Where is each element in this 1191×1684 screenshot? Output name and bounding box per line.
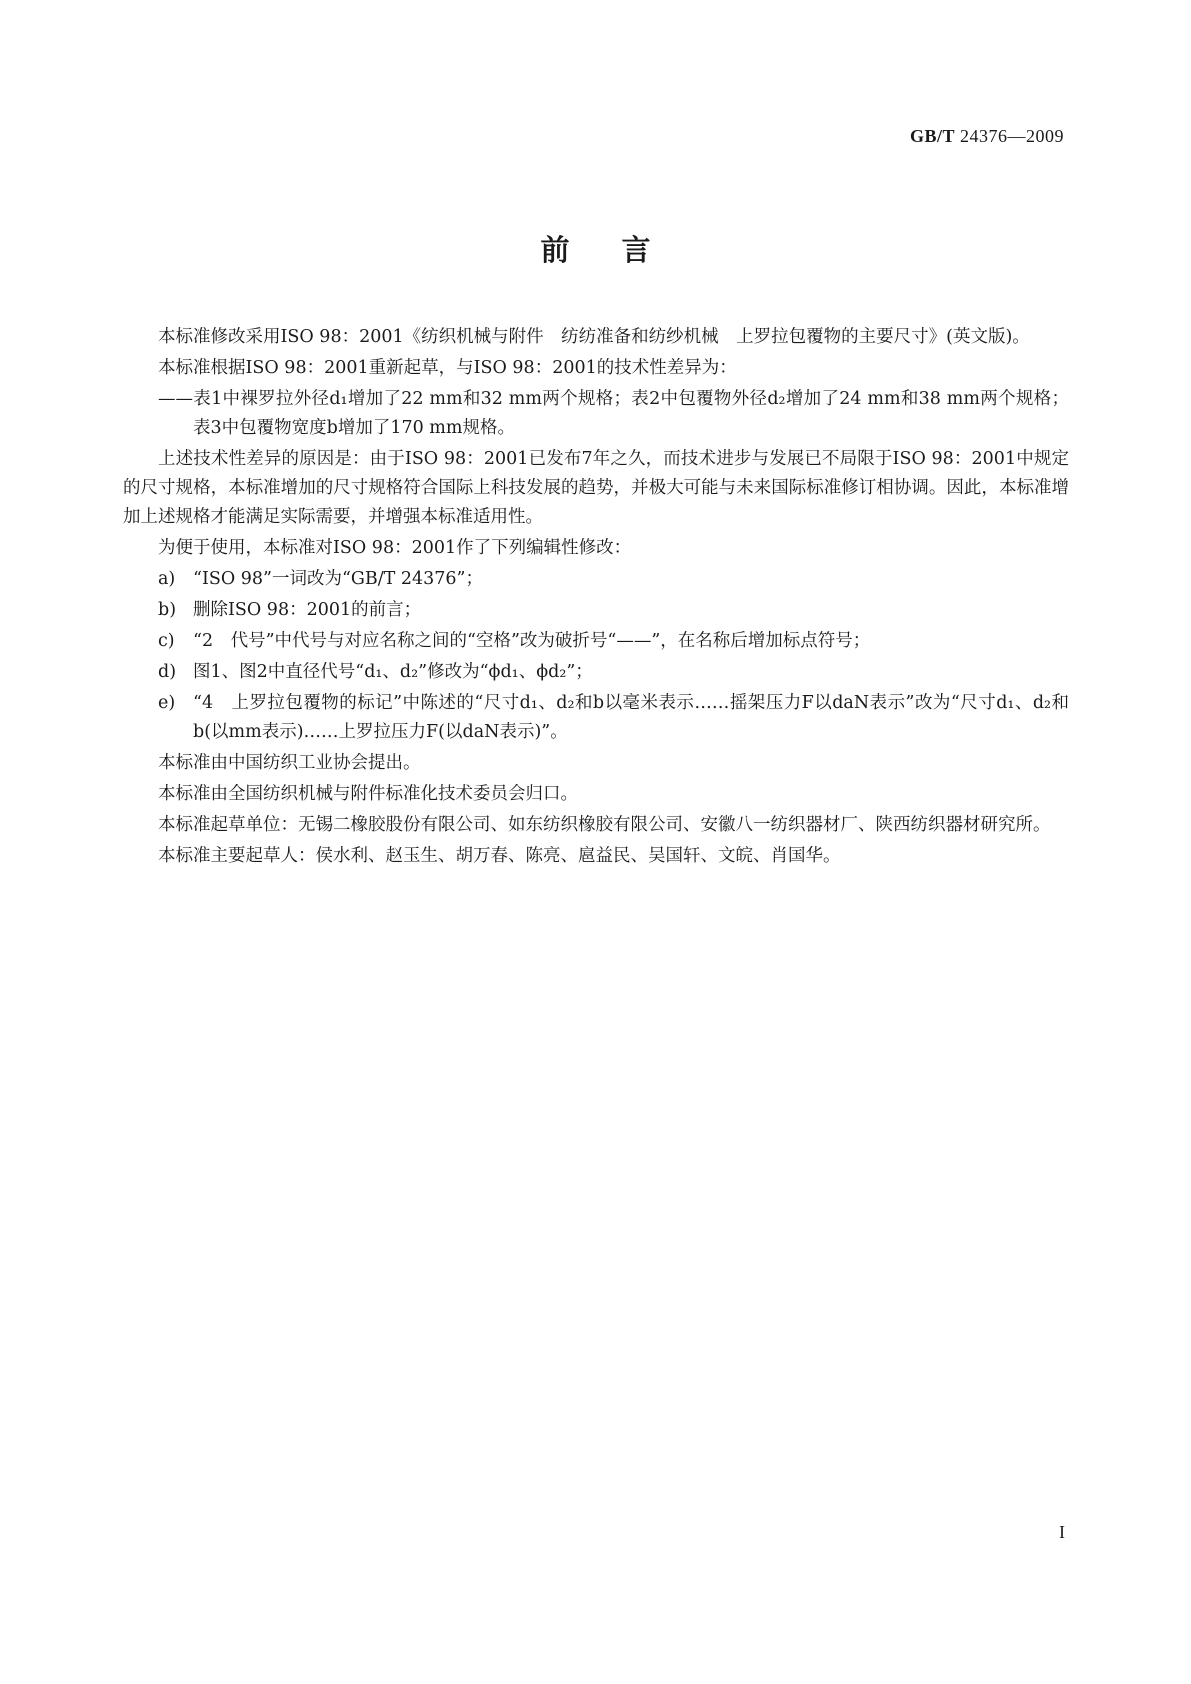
list-item-text: “ISO 98”一词改为“GB/T 24376”； <box>193 569 484 589</box>
list-item-label: b) <box>158 600 177 620</box>
paragraph-technical-differences-intro: 本标准根据ISO 98：2001重新起草，与ISO 98：2001的技术性差异为： <box>158 358 737 378</box>
list-item-b <box>123 596 1069 625</box>
paragraph-drafters: 本标准主要起草人：侯水利、赵玉生、胡万春、陈亮、扈益民、吴国轩、文皖、肖国华。 <box>158 846 841 866</box>
page-title: 前言 <box>540 233 703 267</box>
paragraph-proposer: 本标准由中国纺织工业协会提出。 <box>158 753 421 773</box>
standard-code: 24376—2009 <box>955 126 1064 146</box>
list-item-label: d) <box>158 662 177 682</box>
list-item-text: 图1、图2中直径代号“d₁、d₂”修改为“ϕd₁、ϕd₂”； <box>193 662 593 682</box>
list-item-e <box>123 689 1069 747</box>
list-item-text: “4 上罗拉包覆物的标记”中陈述的“尺寸d₁、d₂和b以毫米表示……摇架压力F以daN表示”改为“尺寸d₁、d₂和b(以mm表示)……上罗拉压力F(以daN表示)”。 <box>193 693 1069 742</box>
list-item-label: c) <box>158 631 175 651</box>
paragraph-editorial-intro: 为便于使用，本标准对ISO 98：2001作了下列编辑性修改： <box>158 538 632 558</box>
paragraph-committee: 本标准由全国纺织机械与附件标准化技术委员会归口。 <box>158 784 578 804</box>
list-item-c <box>123 627 1069 656</box>
list-item-a <box>123 565 1069 594</box>
paragraph-adoption: 本标准修改采用ISO 98：2001《纺织机械与附件 纺纺准备和纺纱机械 上罗拉包覆物的主要尺寸》(英文版)。 <box>158 327 1030 347</box>
page-number: I <box>1059 1522 1065 1542</box>
paragraph-drafting-units: 本标准起草单位：无锡二橡胶股份有限公司、如东纺织橡胶有限公司、安徽八一纺织器材厂、陕西纺织器材研究所。 <box>158 815 1051 835</box>
list-item-text: 删除ISO 98：2001的前言； <box>193 600 422 620</box>
foreword-body <box>123 323 1069 873</box>
standard-prefix: GB/T <box>909 126 955 146</box>
list-item-d <box>123 658 1069 687</box>
list-item-text: “2 代号”中代号与对应名称之间的“空格”改为破折号“——”，在名称后增加标点符号； <box>193 631 871 651</box>
dash-item-technical-differences: ——表1中裸罗拉外径d₁增加了22 mm和32 mm两个规格；表2中包覆物外径d₂增加了24 mm和38 mm两个规格；表3中包覆物宽度b增加了170 mm规格。 <box>158 389 1069 438</box>
paragraph-reasons: 上述技术性差异的原因是：由于ISO 98：2001已发布7年之久，而技术进步与发展已不局限于ISO 98：2001中规定的尺寸规格，本标准增加的尺寸规格符合国际上科技发展的趋势，并极大可能与未来国际标准修订相协调。因此，本标准增加上述规格才能满足实际需要，并增强本标准适用性。 <box>123 449 1069 527</box>
list-item-label: a) <box>158 569 176 589</box>
list-item-label: e) <box>158 693 176 713</box>
standard-number <box>910 126 1064 147</box>
